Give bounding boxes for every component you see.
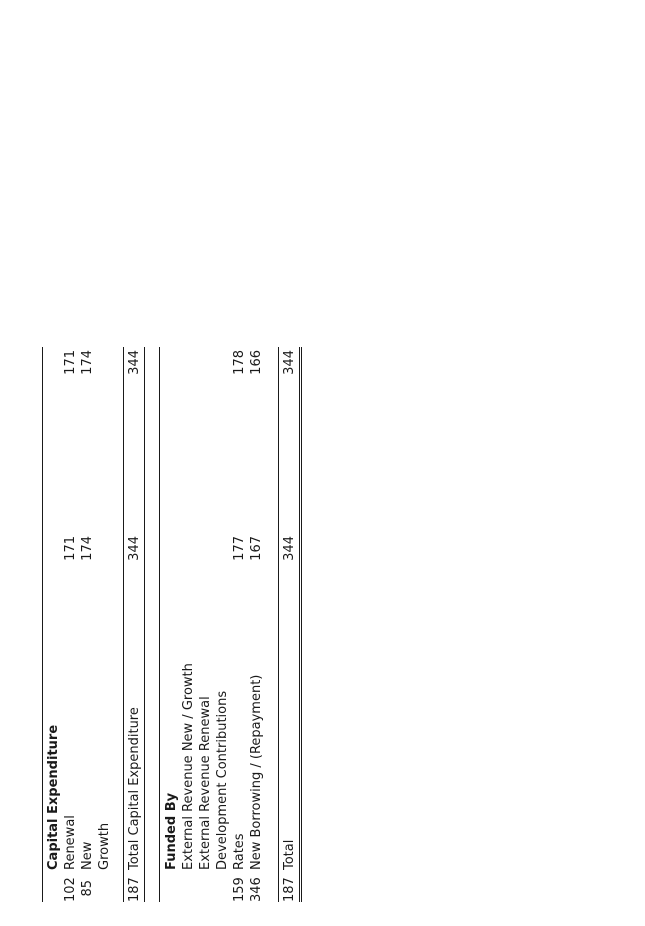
row-label: Renewal [63, 815, 78, 870]
value-2: 171 [63, 350, 78, 375]
capital-heading: Capital Expenditure [46, 724, 61, 870]
total-label: Total [282, 839, 297, 870]
value-2: 344 [282, 350, 297, 375]
prev-value: 187 [127, 877, 142, 902]
value-2: 178 [232, 350, 247, 375]
value-1: 167 [249, 536, 264, 561]
rule [299, 347, 300, 902]
rule [144, 347, 145, 902]
rule [301, 347, 302, 902]
prev-value: 187 [282, 877, 297, 902]
row-label: Development Contributions [215, 690, 230, 870]
prev-value: 159 [232, 877, 247, 902]
funded-heading: Funded By [164, 792, 179, 870]
row-label: External Revenue New / Growth [181, 663, 196, 870]
top-rule [42, 347, 43, 902]
row-label: Rates [232, 833, 247, 870]
row-label: Growth [97, 822, 112, 870]
row-label: External Revenue Renewal [198, 696, 213, 870]
prev-value: 102 [63, 877, 78, 902]
value-1: 177 [232, 536, 247, 561]
prev-value: 85 [80, 880, 95, 897]
value-1: 171 [63, 536, 78, 561]
row-label: New Borrowing / (Repayment) [249, 674, 264, 870]
value-1: 344 [282, 536, 297, 561]
rotated-table [40, 347, 320, 902]
value-2: 166 [249, 350, 264, 375]
value-1: 174 [80, 536, 95, 561]
value-2: 174 [80, 350, 95, 375]
total-label: Total Capital Expenditure [127, 707, 142, 870]
value-1: 344 [127, 536, 142, 561]
rule [123, 347, 124, 902]
rule [159, 347, 160, 902]
rule [278, 347, 279, 902]
prev-value: 346 [249, 877, 264, 902]
value-2: 344 [127, 350, 142, 375]
row-label: New [80, 841, 95, 870]
